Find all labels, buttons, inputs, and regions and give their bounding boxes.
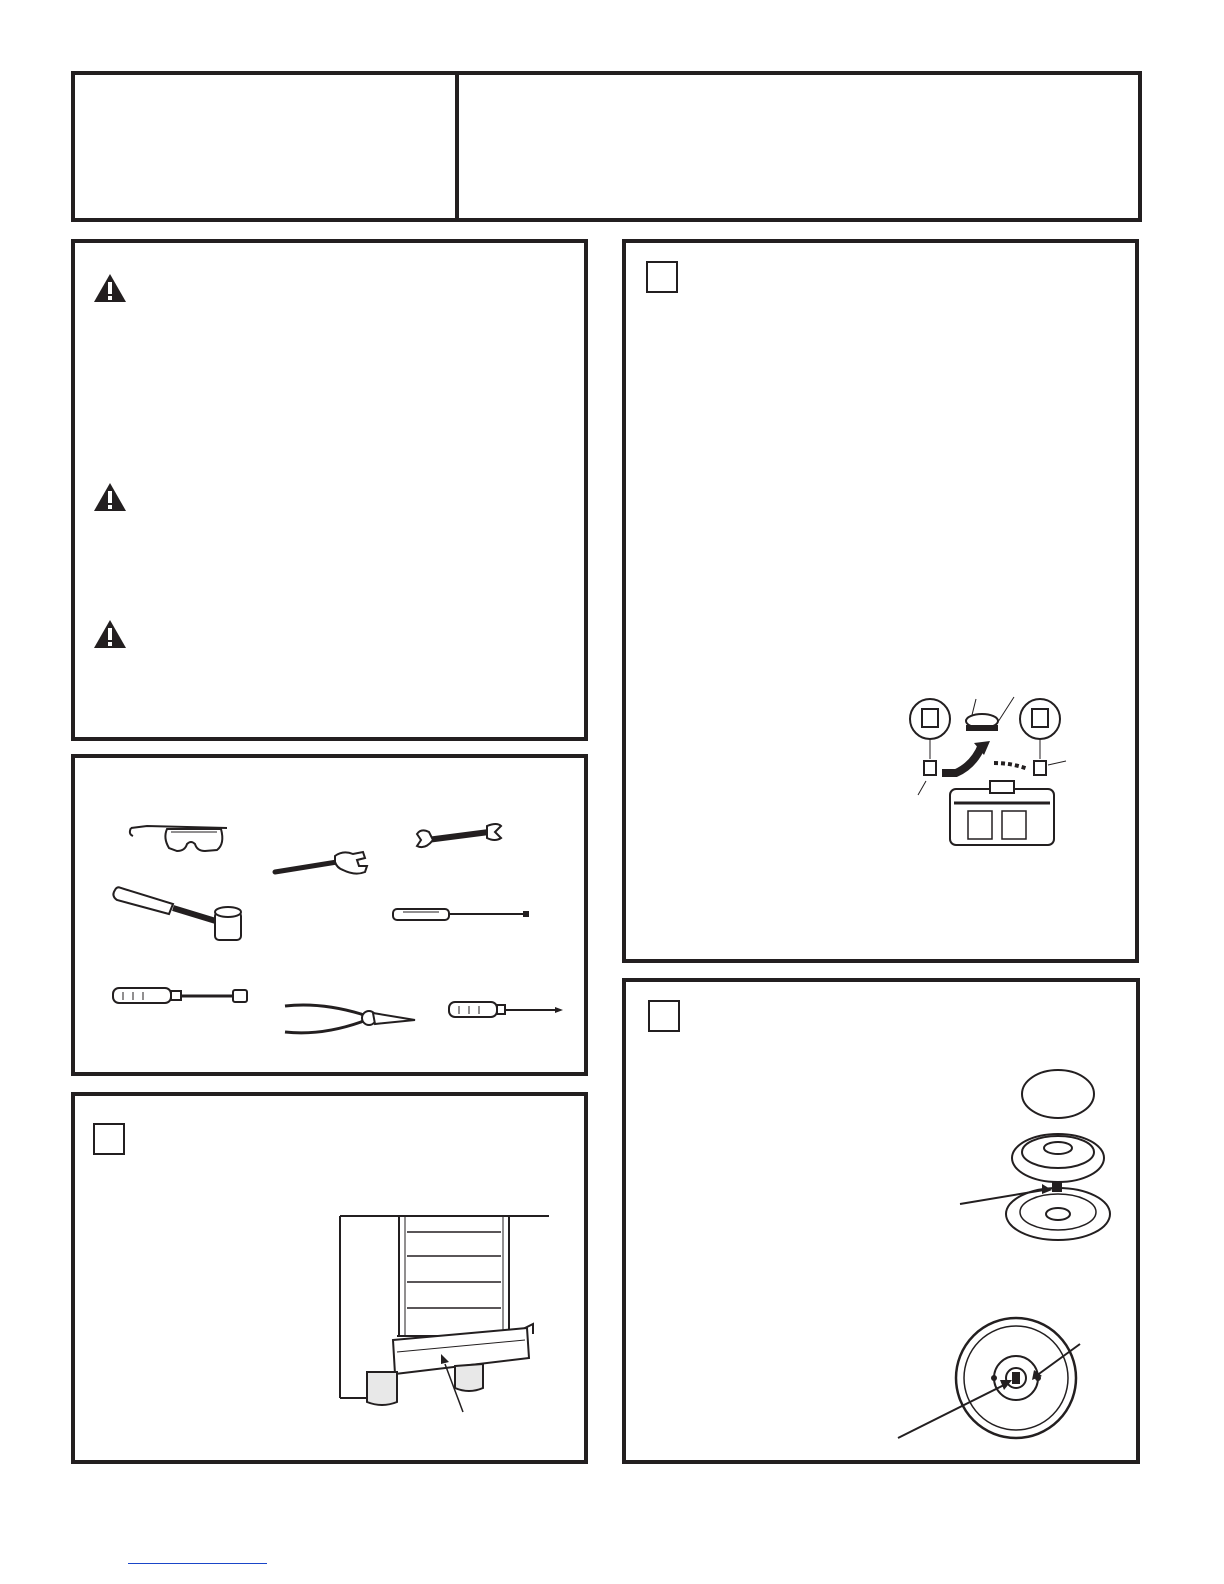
step-number — [650, 1002, 678, 1030]
header-box — [71, 71, 1142, 222]
warning-triangle-icon — [93, 482, 127, 512]
header-divider — [455, 73, 459, 220]
step-3-box — [622, 978, 1140, 1464]
step-number — [95, 1125, 123, 1153]
orifice-conversion-illustration — [894, 685, 1094, 865]
warning-triangle-icon — [93, 619, 127, 649]
warning-triangle-icon — [93, 273, 127, 303]
range-drawer-illustration — [337, 1212, 553, 1418]
ratchet-socket-icon — [109, 880, 249, 944]
flat-screwdriver-icon — [389, 904, 534, 924]
open-end-wrench-icon — [411, 820, 506, 854]
step-1-box — [71, 1092, 588, 1464]
footer-link-underline[interactable] — [128, 1563, 267, 1564]
pliers-icon — [281, 996, 421, 1044]
step-number-box — [646, 261, 678, 293]
tools-box — [71, 754, 588, 1076]
step-number-box — [93, 1123, 125, 1155]
step-2-box — [622, 239, 1139, 963]
warning-box — [71, 239, 588, 741]
step-number-box — [648, 1000, 680, 1032]
burner-assembly-illustration — [954, 1066, 1114, 1246]
step-number — [648, 263, 676, 291]
nut-driver-icon — [109, 984, 254, 1008]
phillips-screwdriver-icon — [445, 998, 565, 1022]
adjustable-wrench-icon — [271, 848, 371, 880]
safety-glasses-icon — [127, 820, 232, 854]
burner-base-top-illustration — [896, 1310, 1106, 1440]
